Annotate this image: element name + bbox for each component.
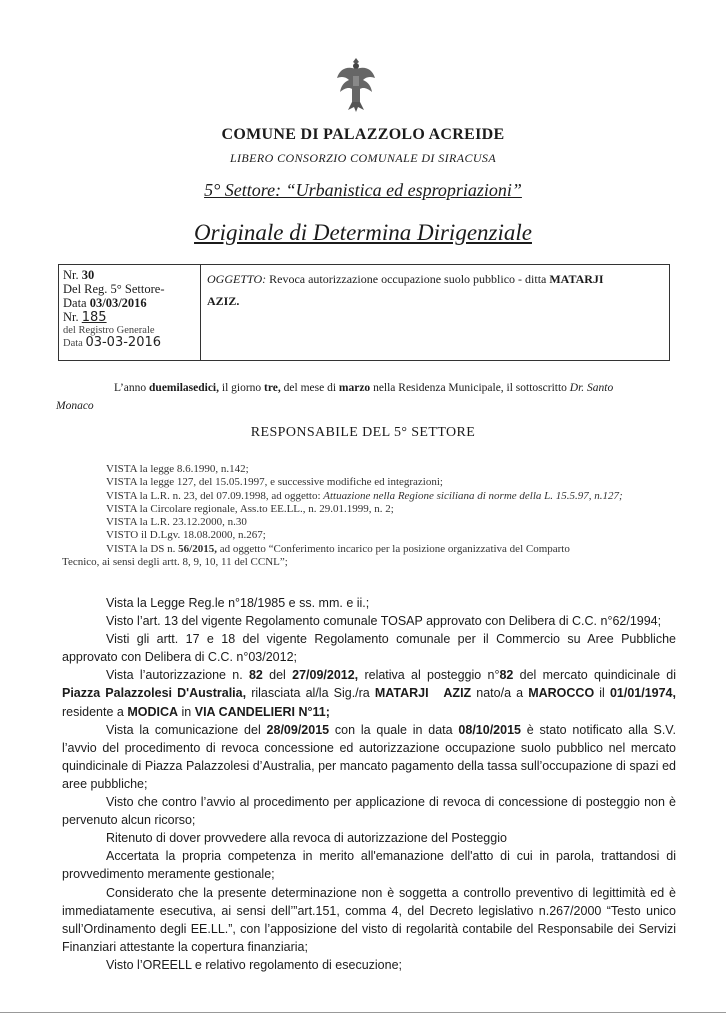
body-line: Vista la Legge Reg.le n°18/1985 e ss. mm. e ii.; bbox=[106, 596, 370, 610]
body-line-comunicazione bbox=[62, 721, 676, 793]
body-text bbox=[62, 594, 676, 974]
nr-label: Nr. bbox=[63, 268, 79, 282]
body-bold: 82 bbox=[248, 668, 263, 683]
vista-line bbox=[62, 543, 678, 556]
intro-dr-surname: Monaco bbox=[56, 400, 94, 412]
body-line: Visti gli artt. 17 e 18 del vigente Regolamento comunale per il Commercio su Aree Pubbliche approvato con Delibera di C.C. n°03/2012; bbox=[62, 632, 676, 665]
body-bold: MATARJI AZIZ bbox=[374, 686, 472, 701]
data2-handwritten: 03-03-2016 bbox=[85, 335, 162, 350]
vista-line: Tecnico, ai sensi degli artt. 8, 9, 10, 11 del CCNL”; bbox=[62, 556, 288, 569]
vista-list bbox=[62, 463, 678, 569]
vista-line: VISTO il D.Lgv. 18.08.2000, n.267; bbox=[106, 529, 266, 542]
body-text-span: con la quale in data bbox=[334, 722, 453, 737]
vista-line: VISTA la L.R. 23.12.2000, n.30 bbox=[106, 516, 247, 529]
body-text-span: del mercato quindicinale di bbox=[519, 668, 677, 683]
vista-ds-rest: ad oggetto “Conferimento incarico per la posizione organizzativa del Comparto bbox=[219, 542, 570, 555]
body-line: Visto l’art. 13 del vigente Regolamento comunale TOSAP approvato con Delibera di C.C. n°62/1994; bbox=[106, 614, 662, 629]
body-text-span: in bbox=[181, 704, 192, 719]
body-bold: MAROCCO bbox=[528, 686, 595, 701]
vista-line: VISTA la legge 8.6.1990, n.142; bbox=[106, 463, 249, 475]
oggetto-label: OGGETTO: bbox=[207, 272, 267, 286]
vista-italic: Attuazione nella Regione siciliana di norme della L. 15.5.97, n.127; bbox=[323, 489, 623, 502]
body-bold: Piazza Palazzolesi D'Australia, bbox=[62, 686, 247, 701]
body-text-span: relativa al posteggio n° bbox=[364, 668, 500, 683]
vista-line-text: VISTA la DS n. bbox=[106, 542, 176, 555]
vista-line bbox=[62, 490, 678, 503]
body-text-span: rilasciata al/la Sig./ra bbox=[251, 686, 370, 701]
body-bold: 27/09/2012, bbox=[292, 668, 359, 683]
registry-info bbox=[59, 265, 201, 360]
intro-text: L’anno bbox=[114, 382, 147, 394]
nr-value: 30 bbox=[81, 268, 95, 282]
oggetto-cell bbox=[201, 265, 669, 360]
body-bold: 82 bbox=[499, 668, 514, 683]
body-line: Visto l’OREELL e relativo regolamento di esecuzione; bbox=[106, 957, 402, 972]
registry-box bbox=[58, 264, 670, 361]
data-value: 03/03/2016 bbox=[89, 296, 147, 310]
body-bold: 28/09/2015 bbox=[266, 722, 330, 737]
body-line: Considerato che la presente determinazione non è soggetta a controllo preventivo di legittimità ed è immediatamente esecutiva, ai sensi dell’”art.151, comma 4, del Decreto legislativo n.267/2000 “Testo unico sull’Ordinamento degli EE.LL.”, con l’apposizione del visto di regolarità contabile del Responsabile dei Servizi Finanziari attestante la copertura finanziaria; bbox=[62, 885, 676, 954]
vista-line: VISTA la legge 127, del 15.05.1997, e successive modifiche ed integrazioni; bbox=[106, 476, 443, 489]
responsabile-heading: RESPONSABILE DEL 5° SETTORE bbox=[250, 425, 476, 440]
intro-dr: Dr. Santo bbox=[569, 382, 614, 394]
vista-ds-num: 56/2015, bbox=[178, 542, 217, 555]
intro-text: il giorno bbox=[221, 382, 262, 394]
body-bold: MODICA bbox=[127, 704, 179, 719]
determina-heading: Originale di Determina Dirigenziale bbox=[194, 220, 532, 245]
body-text-span: il bbox=[599, 686, 605, 701]
intro-paragraph bbox=[56, 379, 672, 415]
settore-heading: 5° Settore: “Urbanistica ed espropriazioni” bbox=[204, 180, 522, 200]
body-line-autorizzazione bbox=[62, 666, 676, 720]
libero-consorzio-subtitle: LIBERO CONSORZIO COMUNALE DI SIRACUSA bbox=[229, 151, 497, 165]
body-line: Ritenuto di dover provvedere alla revoca di autorizzazione del Posteggio bbox=[106, 831, 507, 846]
body-text-span: nato/a a bbox=[476, 686, 524, 701]
eagle-crest-icon bbox=[334, 52, 378, 118]
del-reg: Del Reg. 5° Settore- bbox=[63, 282, 165, 296]
registro-generale: del Registro Generale bbox=[63, 325, 155, 336]
body-bold: 01/01/1974, bbox=[609, 686, 676, 701]
data2-label: Data bbox=[63, 338, 83, 349]
vista-line-text: VISTA la L.R. n. 23, del 07.09.1998, ad oggetto: bbox=[106, 489, 321, 502]
oggetto-name2: AZIZ. bbox=[207, 294, 240, 308]
intro-giorno: tre, bbox=[264, 382, 281, 394]
body-text-span: del bbox=[269, 668, 286, 683]
body-text-span: è stato notificato alla S.V. l’avvio del procedimento di revoca concessione ed autorizzazione occupazione suolo pubblico nel mercato quindicinale di Piazza Palazzolesi d’Australia, per mancato pagamento della tassa sull’occupazione di spazi ed aree pubbliche; bbox=[62, 722, 676, 791]
body-line: Visto che contro l’avvio al procedimento per applicazione di revoca di concessione di posteggio non è pervenuto alcun ricorso; bbox=[62, 795, 676, 828]
oggetto-name1: MATARJI bbox=[549, 272, 604, 286]
page-edge-divider bbox=[0, 1012, 726, 1013]
intro-anno: duemilasedici, bbox=[149, 382, 219, 394]
intro-mese: marzo bbox=[338, 382, 371, 394]
body-line: Accertata la propria competenza in merito all'emanazione dell'atto di cui in parola, trattandosi di provvedimento meramente gestionale; bbox=[62, 849, 676, 882]
nr2-handwritten: 185 bbox=[81, 310, 107, 325]
intro-text: nella Residenza Municipale, il sottoscritto bbox=[373, 382, 567, 394]
vista-line: VISTA la Circolare regionale, Ass.to EE.LL., n. 29.01.1999, n. 2; bbox=[106, 502, 394, 515]
comune-title: COMUNE DI PALAZZOLO ACREIDE bbox=[221, 126, 505, 143]
body-text-span: residente a bbox=[62, 704, 124, 719]
body-bold: 08/10/2015 bbox=[458, 722, 521, 737]
data-label: Data bbox=[63, 296, 87, 310]
body-bold: VIA CANDELIERI N°11; bbox=[194, 704, 330, 719]
body-text-span: Vista l’autorizzazione n. bbox=[106, 668, 243, 683]
body-text-span: Vista la comunicazione del bbox=[106, 722, 261, 737]
oggetto-text: Revoca autorizzazione occupazione suolo pubblico - ditta bbox=[269, 272, 547, 286]
nr2-label: Nr. bbox=[63, 310, 79, 324]
intro-text: del mese di bbox=[283, 382, 337, 394]
